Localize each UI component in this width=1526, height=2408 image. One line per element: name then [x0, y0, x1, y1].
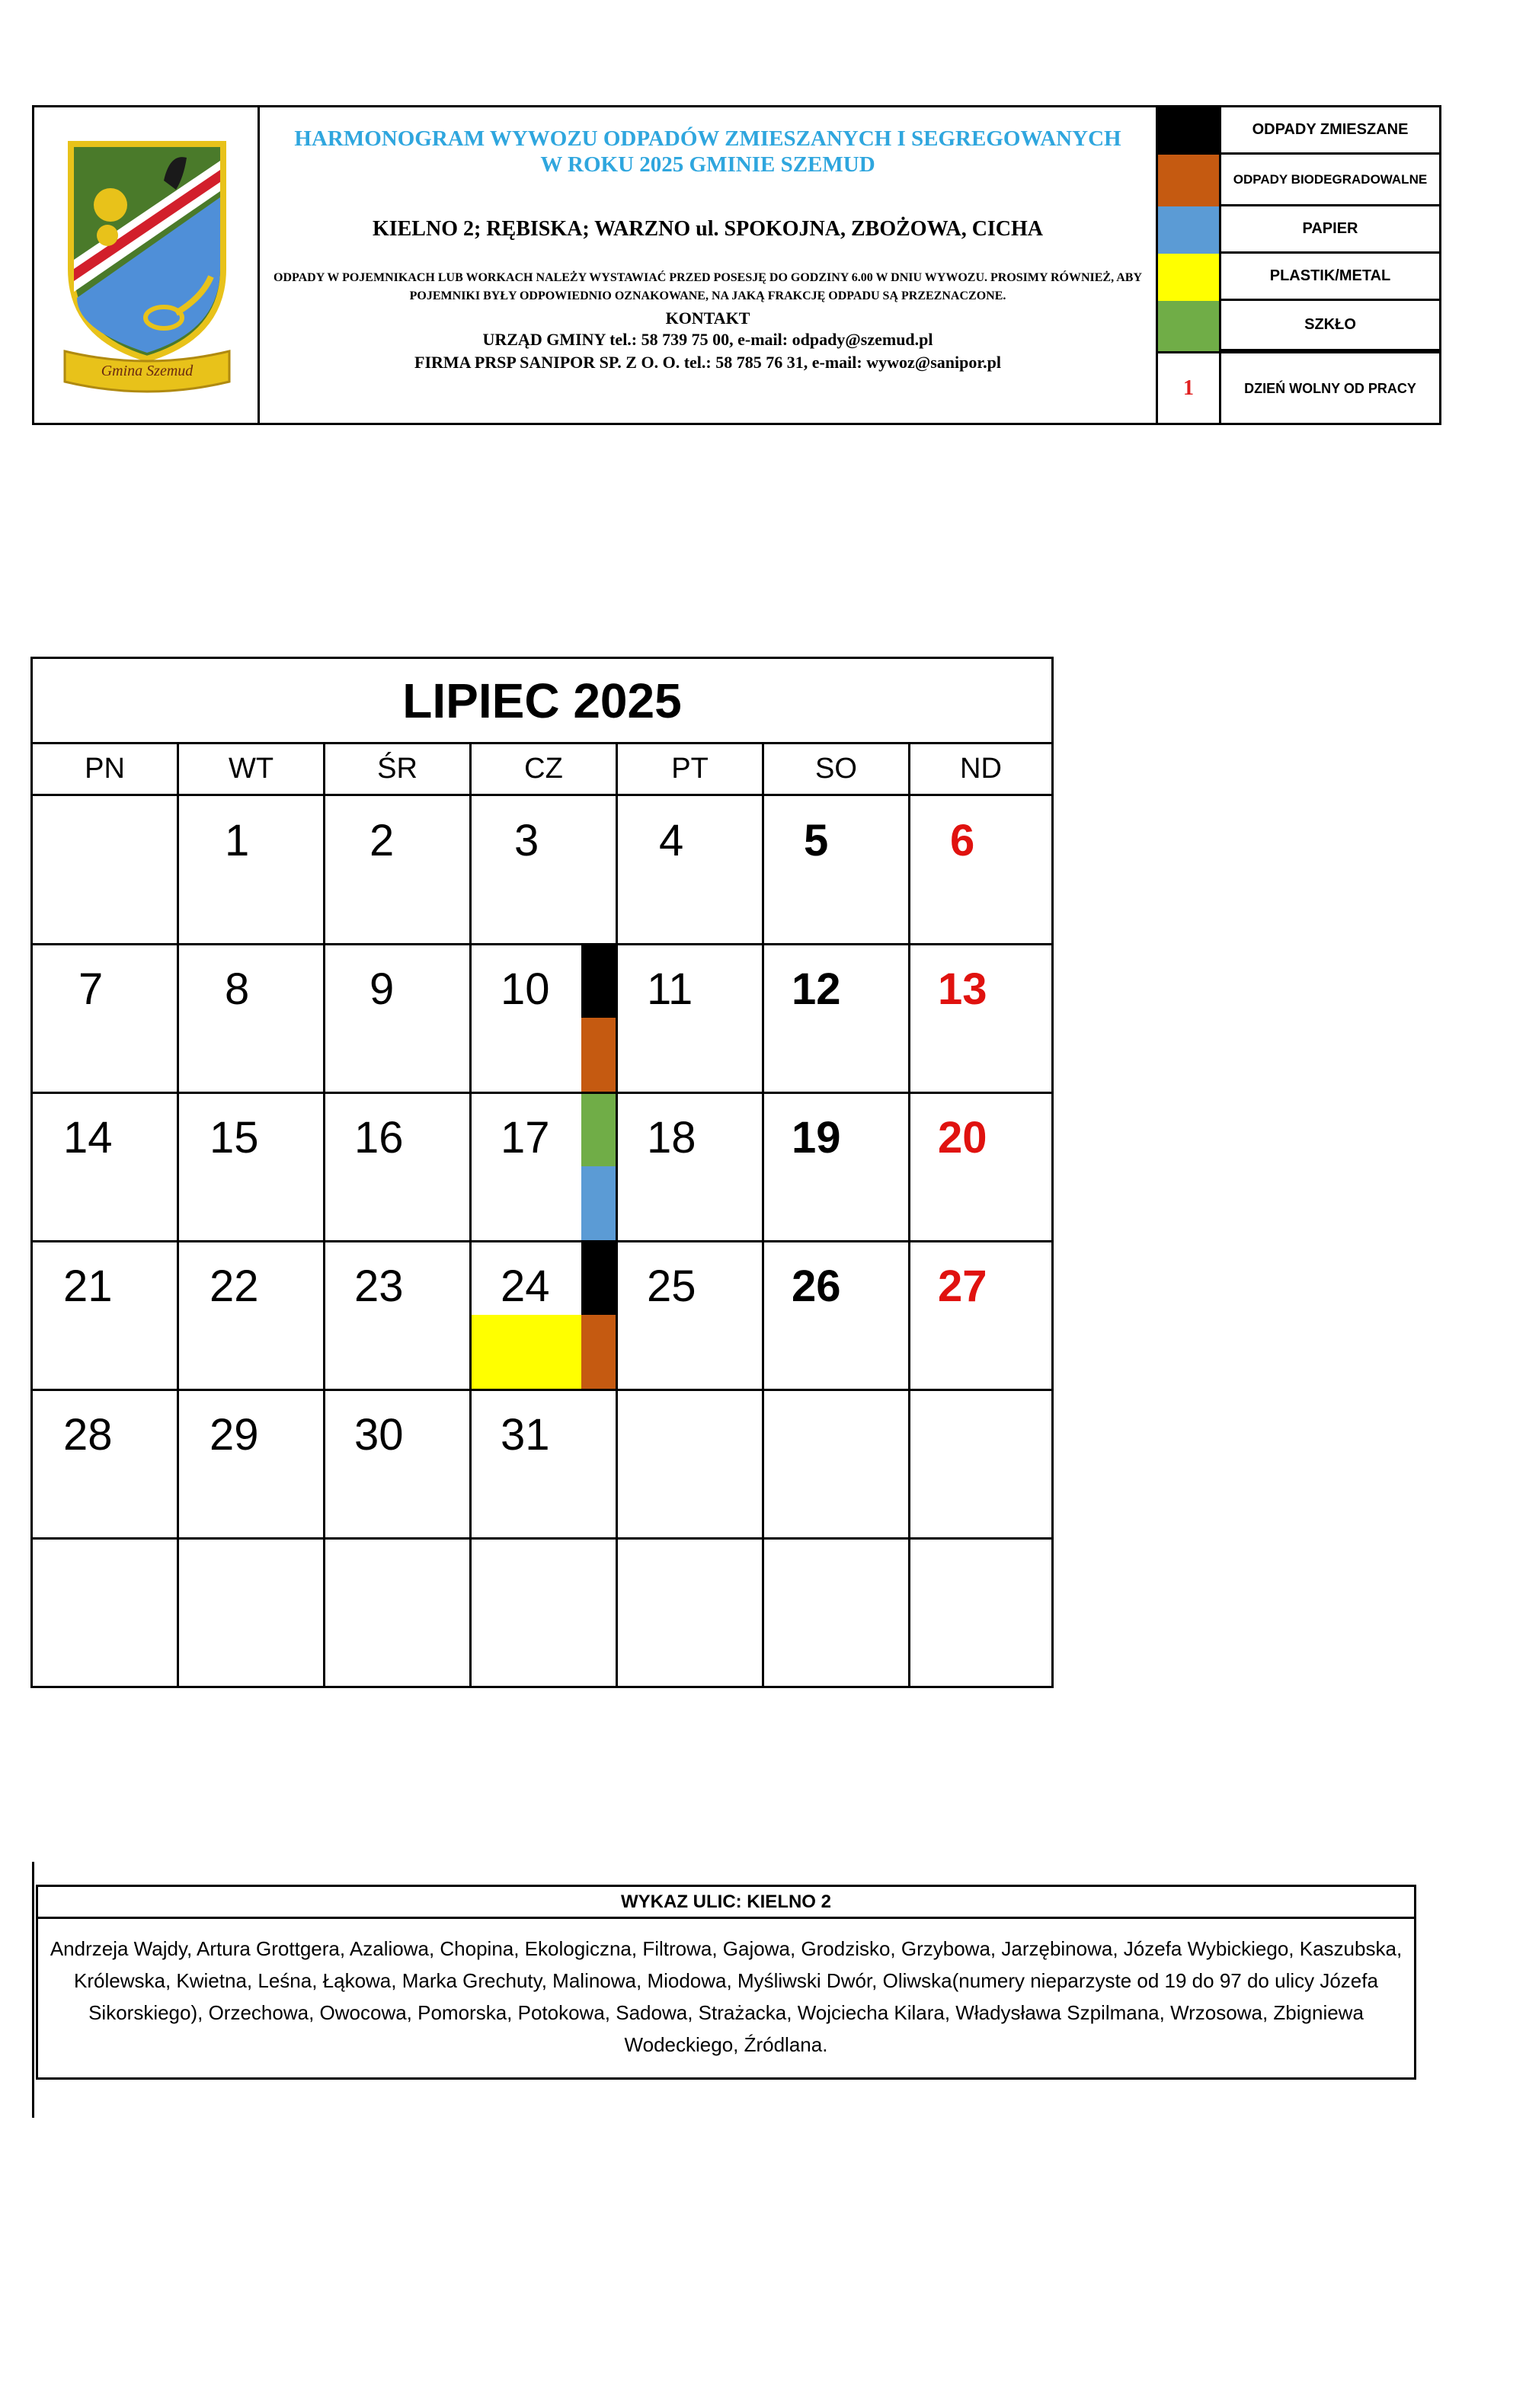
legend-holiday [1158, 351, 1439, 423]
calendar-july-2025 [30, 657, 1054, 1688]
header-note: ODPADY W POJEMNIKACH LUB WORKACH NALEŻY WYSTAWIAĆ PRZED POSESJĘ DO GODZINY 6.00 W DNIU WYWOZU. PROSIMY RÓWNIEŻ, ABY POJEMNIKI BYŁY ODPOWIEDNIO OZNAKOWANE, NA JAKĄ FRAKCJĘ ODPADU SĄ PRZEZNACZONE. [274, 271, 1142, 302]
weekday-pt: PT [618, 744, 764, 794]
day-cell: 31 [501, 1410, 550, 1460]
day-cell: 7 [78, 964, 104, 1014]
header-streets: KIELNO 2; RĘBISKA; WARZNO ul. SPOKOJNA, ZBOŻOWA, CICHA [372, 217, 1044, 241]
legend-glass [1158, 301, 1439, 351]
day-cell-saturday: 5 [804, 816, 829, 865]
day-cell: 9 [370, 964, 395, 1014]
grid-hline [33, 1389, 1051, 1391]
day-cell: 21 [63, 1262, 113, 1311]
day-cell: 18 [647, 1113, 696, 1162]
day-cell: 3 [514, 816, 539, 865]
weekday-cz: CZ [472, 744, 618, 794]
weekday-header-row [33, 744, 1051, 796]
day-cell-saturday: 12 [792, 964, 841, 1014]
legend-label-bio: ODPADY BIODEGRADOWALNE [1219, 155, 1439, 206]
day-cell: 14 [63, 1113, 113, 1162]
legend-bio [1158, 155, 1439, 206]
grid-hline [33, 1537, 1051, 1540]
legend-holiday-marker: 1 [1158, 351, 1219, 423]
day-cell: 23 [354, 1262, 404, 1311]
header-info [260, 107, 1156, 423]
legend-swatch-glass [1158, 301, 1219, 351]
day-cell: 11 [647, 964, 693, 1014]
day-cell: 22 [210, 1262, 259, 1311]
day-cell: 17 [501, 1113, 550, 1162]
gmina-szemud-coat-of-arms [34, 107, 260, 423]
legend-label-plastic: PLASTIK/METAL [1219, 254, 1439, 301]
collection-mixed-day-10 [581, 945, 616, 1018]
weekday-nd: ND [960, 753, 1002, 785]
collection-mixed-day-24 [581, 1242, 616, 1315]
title-line-2: W ROKU 2025 GMINIE SZEMUD [540, 152, 875, 177]
day-cell: 28 [63, 1410, 113, 1460]
day-cell: 2 [370, 816, 395, 865]
street-list-text: Andrzeja Wajdy, Artura Grottgera, Azaliowa, Chopina, Ekologiczna, Filtrowa, Gajowa, Grodzisko, Grzybowa, Jarzębinowa, Józefa Wybickiego, Kaszubska, Królewska, Kwietna, Leśna, Łąkowa, Marka Grechuty, Malinowa, Miodowa, Myśliwski Dwór, Oliwska(numery nieparzyste od 19 do 97 do ulicy Józefa Sikorskiego), Orzechowa, Owocowa, Pomorska, Potokowa, Sadowa, Strażacka, Wojciecha Kilara, Władysława Szpilmana, Wrzosowa, Zbigniewa Wodeckiego, Źródlana. [50, 1937, 1403, 2056]
day-cell: 10 [501, 964, 550, 1014]
weekday-wt: WT [179, 744, 325, 794]
legend-label-holiday: DZIEŃ WOLNY OD PRACY [1219, 351, 1439, 423]
legend-swatch-mixed [1158, 107, 1219, 155]
day-cell: 8 [225, 964, 250, 1014]
day-cell-sunday: 27 [938, 1262, 987, 1311]
collection-bio-day-24 [581, 1315, 616, 1389]
weekday-sr: ŚR [325, 744, 472, 794]
grid-hline [33, 1240, 1051, 1242]
weekday-so: SO [764, 744, 910, 794]
legend-label-glass: SZKŁO [1219, 301, 1439, 351]
contact-office: URZĄD GMINY tel.: 58 739 75 00, e-mail: odpady@szemud.pl [482, 330, 933, 349]
grid-hline [33, 943, 1051, 945]
logo-cell [34, 107, 260, 423]
day-cell-sunday: 6 [950, 816, 975, 865]
legend-swatch-bio [1158, 155, 1219, 206]
day-cell: 4 [659, 816, 684, 865]
street-list [36, 1885, 1416, 2080]
collection-plastic-day-24 [472, 1315, 581, 1389]
collection-paper-day-17 [581, 1166, 616, 1240]
title-line-1: HARMONOGRAM WYWOZU ODPADÓW ZMIESZANYCH I SEGREGOWANYCH [294, 126, 1121, 151]
legend-swatch-paper [1158, 206, 1219, 254]
logo-text: Gmina Szemud [101, 363, 194, 379]
schedule-header [32, 105, 1441, 425]
collection-glass-day-17 [581, 1094, 616, 1166]
legend-plastic [1158, 254, 1439, 301]
legend-label-paper: PAPIER [1219, 206, 1439, 254]
day-cell-saturday: 26 [792, 1262, 841, 1311]
day-cell-saturday: 19 [792, 1113, 841, 1162]
month-title: LIPIEC 2025 [33, 659, 1051, 744]
day-cell: 1 [225, 816, 250, 865]
streets-side-line [32, 1862, 34, 2118]
legend-mixed [1158, 107, 1439, 155]
waste-legend [1156, 107, 1439, 423]
contact-company: FIRMA PRSP SANIPOR SP. Z O. O. tel.: 58 785 76 31, e-mail: wywoz@sanipor.pl [414, 353, 1001, 372]
weekday-pn: PN [33, 744, 179, 794]
street-list-heading: WYKAZ ULIC: KIELNO 2 [38, 1887, 1414, 1919]
legend-swatch-plastic [1158, 254, 1219, 301]
day-cell-sunday: 20 [938, 1113, 987, 1162]
day-cell: 29 [210, 1410, 259, 1460]
legend-label-mixed: ODPADY ZMIESZANE [1219, 107, 1439, 155]
day-cell: 25 [647, 1262, 696, 1311]
legend-paper [1158, 206, 1439, 254]
day-cell: 30 [354, 1410, 404, 1460]
grid-hline [33, 1092, 1051, 1094]
day-cell-sunday: 13 [938, 964, 987, 1014]
collection-bio-day-10 [581, 1018, 616, 1092]
day-cell: 16 [354, 1113, 404, 1162]
kontakt-heading: KONTAKT [665, 309, 750, 328]
day-cell: 15 [210, 1113, 259, 1162]
day-cell: 24 [501, 1262, 550, 1311]
